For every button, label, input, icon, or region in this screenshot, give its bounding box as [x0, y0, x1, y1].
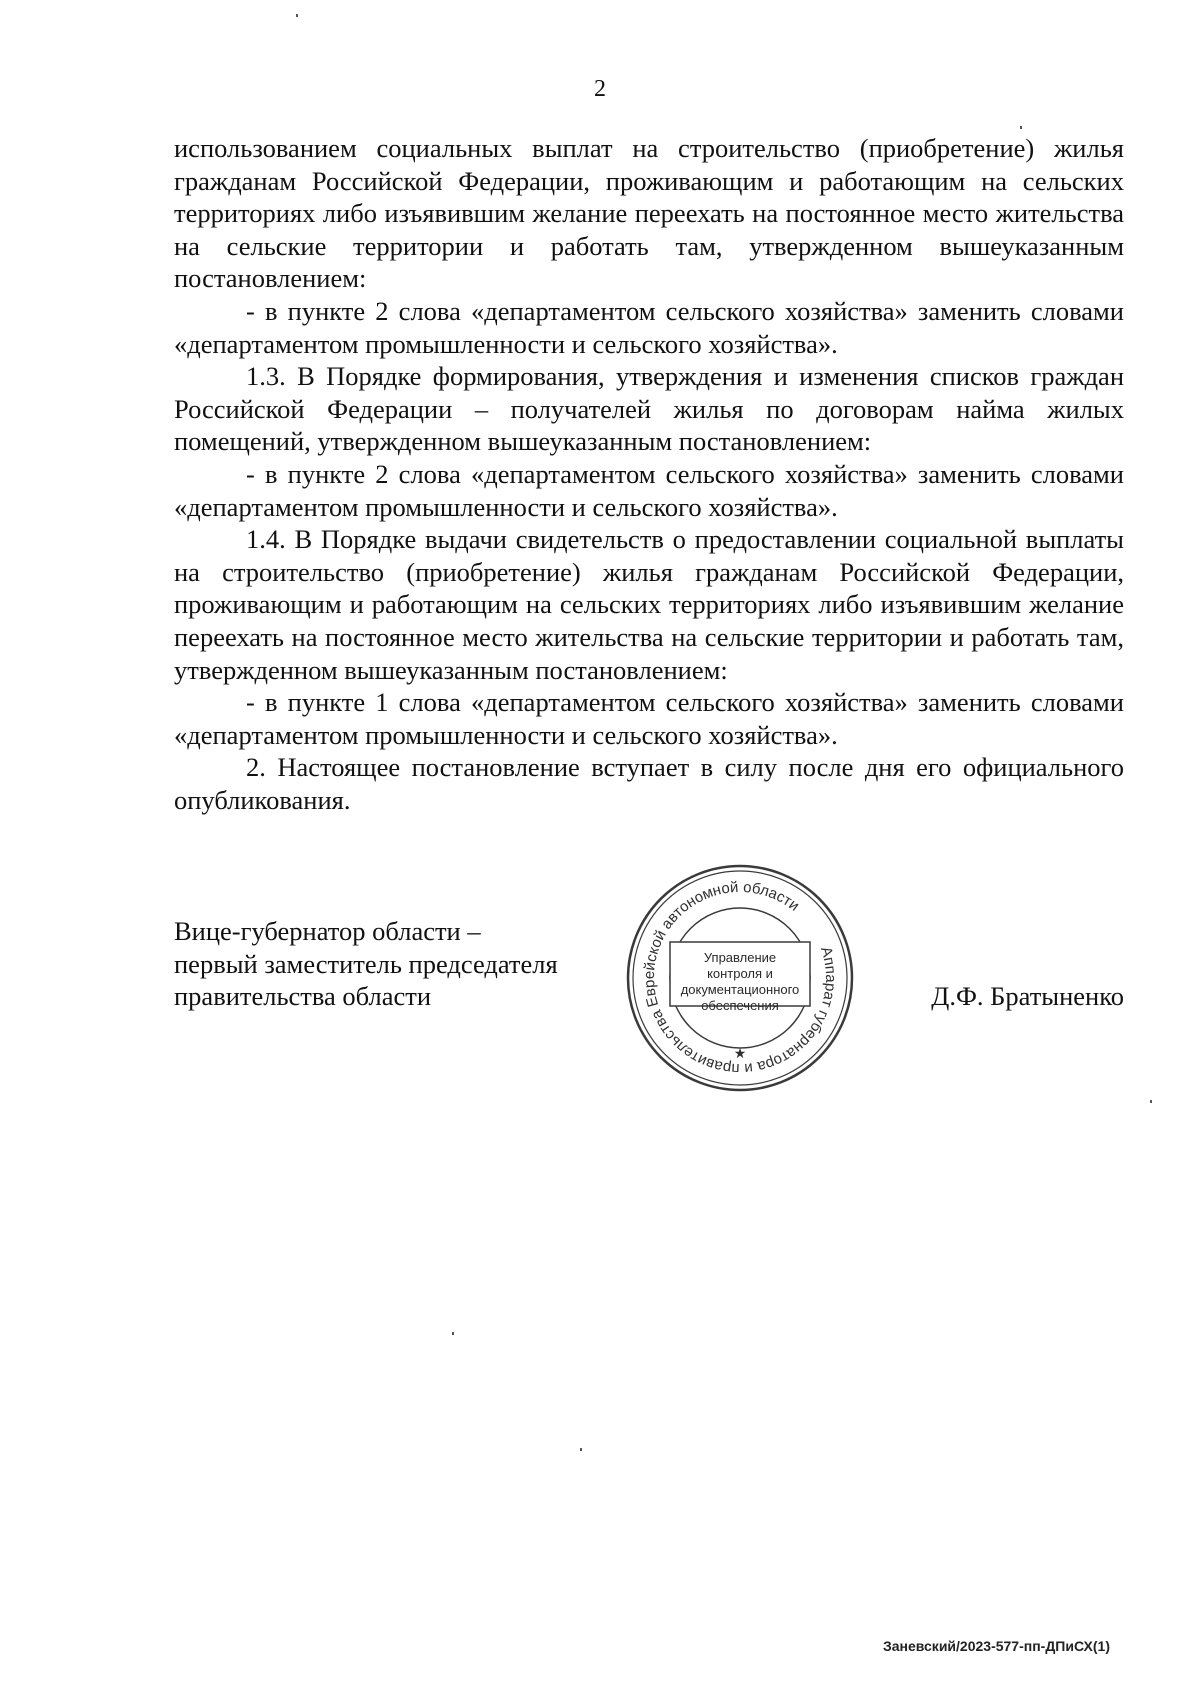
seal-center-line: Управление контроля и [703, 950, 777, 981]
page-number: 2 [594, 76, 606, 102]
paragraph-item-1-4: 1.4. В Порядке выдачи свидетельств о предоставлении социальной выплаты на строительство (приобретение) жилья гражданам Российской Федерации, проживающим и работающим на сельских территориях либо изъявившим желание переехать на постоянное место жительства на сельские территории и работать там, утвержденном вышеуказанным постановлением: [174, 524, 1124, 685]
paragraph-continuation: использованием социальных выплат на строительство (приобретение) жилья гражданам Российской Федерации, проживающим и работающим на сельских территориях либо изъявившим желание переехать на постоянное место жительства на сельские территории и работать там, утвержденном вышеуказанным постановлением: [174, 133, 1124, 294]
document-body [174, 132, 1124, 816]
signatory-name: Д.Ф. Братыненко [931, 981, 1124, 1011]
seal-center-line: документационного [680, 982, 800, 997]
paragraph-item-1-3: 1.3. В Порядке формирования, утверждения и изменения списков граждан Российской Федерации – получателей жилья по договорам найма жилых помещений, утвержденном вышеуказанным постановлением: [174, 361, 1124, 457]
scan-speck [1020, 126, 1022, 129]
scan-speck [452, 1332, 454, 1335]
scan-speck [296, 14, 298, 17]
seal-star-icon: ★ [733, 1047, 747, 1062]
paragraph-amendment: - в пункте 1 слова «департаментом сельского хозяйства» заменить словами «департаментом промышленности и сельского хозяйства». [174, 687, 1124, 750]
paragraph-amendment: - в пункте 2 слова «департаментом сельского хозяйства» заменить словами «департаментом промышленности и сельского хозяйства». [174, 458, 1124, 522]
signatory-title-line: Вице-губернатор области – [174, 916, 481, 946]
signatory-title-line: первый заместитель председателя [174, 948, 558, 979]
scan-speck [1150, 1100, 1152, 1103]
seal-ring-text: Аппарат губернатора и правительства Еврейской автономной области [640, 878, 840, 1078]
scan-speck [580, 1448, 582, 1451]
seal-center-text [676, 950, 804, 1014]
official-seal [624, 862, 856, 1094]
paragraph-amendment: - в пункте 2 слова «департаментом сельского хозяйства» заменить словами «департаментом промышленности и сельского хозяйства». [174, 295, 1124, 359]
document-registration-code: Заневский/2023-577-пп-ДПиСХ(1) [882, 1638, 1110, 1654]
signatory-title-line: правительства области [174, 981, 432, 1012]
paragraph-item-2: 2. Настоящее постановление вступает в силу после дня его официального опубликования. [174, 752, 1124, 815]
signatory-title [174, 915, 558, 1013]
seal-center-line: обеспечения [701, 998, 779, 1013]
